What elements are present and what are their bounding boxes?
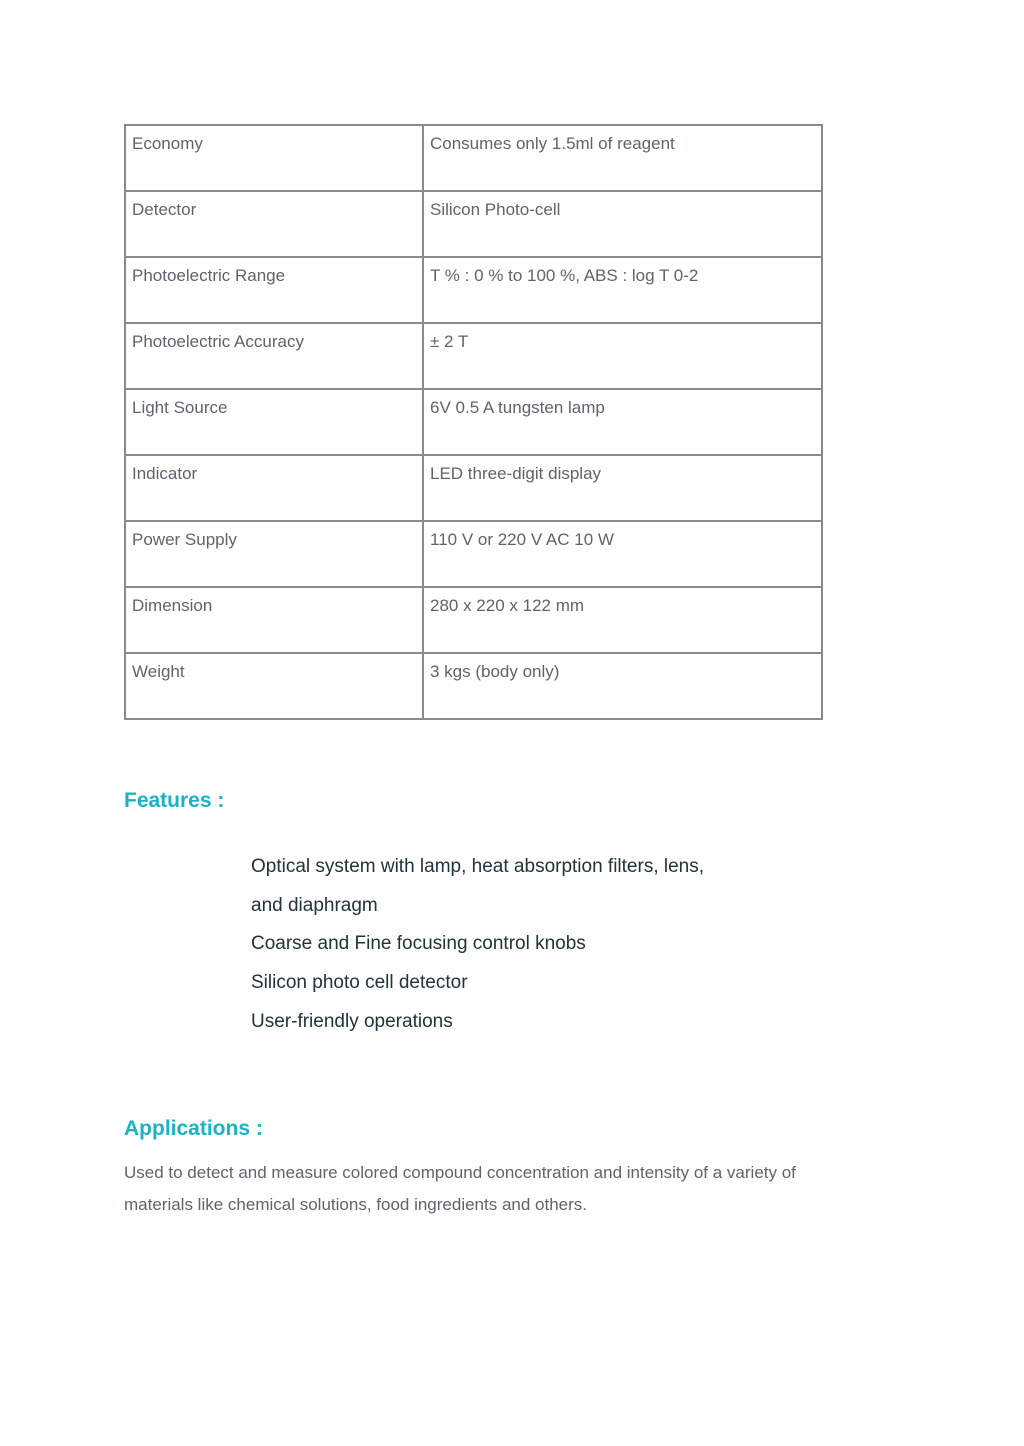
spec-value: 110 V or 220 V AC 10 W <box>423 521 822 587</box>
applications-heading: Applications : <box>124 1117 263 1140</box>
spec-value: LED three-digit display <box>423 455 822 521</box>
spec-label: Photoelectric Accuracy <box>125 323 423 389</box>
spec-label: Indicator <box>125 455 423 521</box>
table-row <box>125 653 822 719</box>
list-item: Silicon photo cell detector <box>251 972 468 994</box>
table-row <box>125 389 822 455</box>
specifications-table <box>124 124 823 720</box>
spec-value: ± 2 T <box>423 323 822 389</box>
table-row <box>125 521 822 587</box>
spec-value: 6V 0.5 A tungsten lamp <box>423 389 822 455</box>
features-heading: Features : <box>124 789 225 812</box>
table-row <box>125 323 822 389</box>
spec-label: Photoelectric Range <box>125 257 423 323</box>
spec-label: Weight <box>125 653 423 719</box>
table-row <box>125 125 822 191</box>
spec-label: Detector <box>125 191 423 257</box>
list-item: and diaphragm <box>251 894 378 916</box>
applications-description: Used to detect and measure colored compound concentration and intensity of a variety of materials like chemical solutions, food ingredients and others. <box>124 1163 796 1214</box>
list-item: User-friendly operations <box>251 1010 453 1032</box>
list-item: Optical system with lamp, heat absorption filters, lens, <box>251 856 705 877</box>
spec-value: Consumes only 1.5ml of reagent <box>423 125 822 191</box>
table-row <box>125 191 822 257</box>
table-row <box>125 455 822 521</box>
spec-value: T % : 0 % to 100 %, ABS : log T 0-2 <box>423 257 822 323</box>
spec-label: Light Source <box>125 389 423 455</box>
table-row <box>125 587 822 653</box>
spec-value: 280 x 220 x 122 mm <box>423 587 822 653</box>
spec-label: Dimension <box>125 587 423 653</box>
spec-value: Silicon Photo-cell <box>423 191 822 257</box>
list-item: Coarse and Fine focusing control knobs <box>251 933 586 955</box>
spec-label: Power Supply <box>125 521 423 587</box>
spec-value: 3 kgs (body only) <box>423 653 822 719</box>
features-list <box>251 848 771 1042</box>
table-row <box>125 257 822 323</box>
spec-label: Economy <box>125 125 423 191</box>
